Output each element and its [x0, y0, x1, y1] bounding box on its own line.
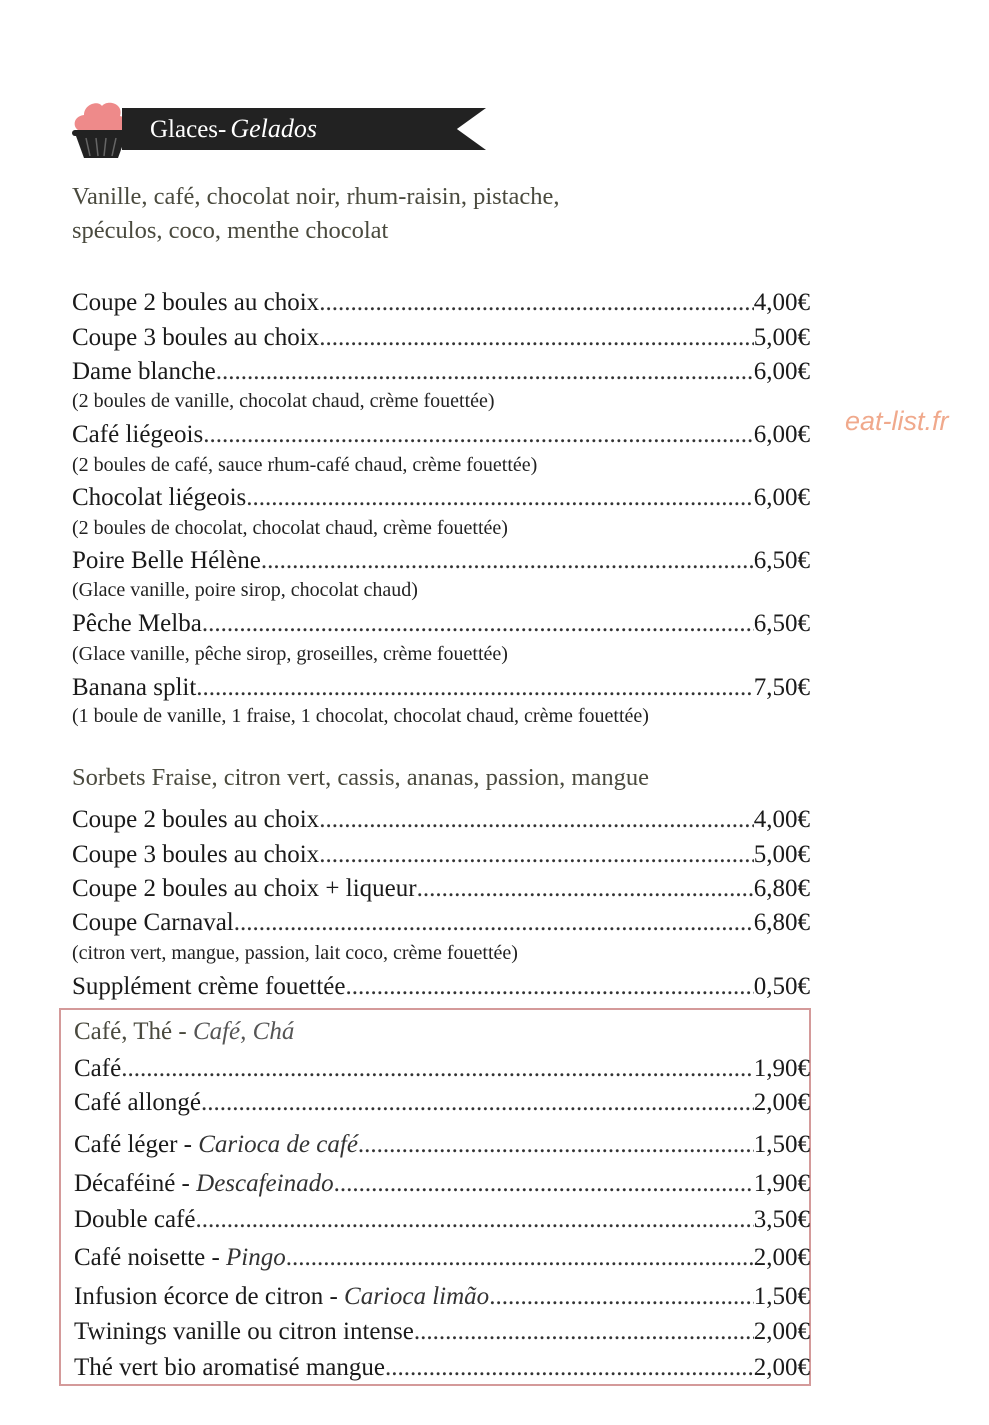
menu-item: Coupe 3 boules au choix ..... 5,00€ — [72, 839, 810, 871]
menu-item: Coupe 2 boules au choix ..... 4,00€ — [72, 804, 810, 836]
cafe-section-title: Café, Thé - Café, Chá — [74, 1018, 295, 1045]
menu-item: Coupe 3 boules au choix ..... 5,00€ — [72, 322, 810, 354]
menu-item: Café ..... 1,90€ — [74, 1053, 810, 1085]
item-description: (Glace vanille, pêche sirop, groseilles, crème fouettée) — [72, 643, 508, 665]
menu-item: Supplément crème fouettée ..... 0,50€ — [72, 971, 810, 1003]
watermark: eat-list.fr — [845, 406, 949, 436]
item-description: (1 boule de vanille, 1 fraise, 1 chocolat, chocolat chaud, crème fouettée) — [72, 705, 649, 727]
menu-item: Coupe 2 boules au choix + liqueur ..... 6,80€ — [72, 873, 810, 905]
section-header-glaces — [70, 96, 490, 160]
sorbets-heading: Sorbets Fraise, citron vert, cassis, ananas, passion, mangue — [72, 764, 649, 791]
flavours-list: Vanille, café, chocolat noir, rhum-raisin, pistache, spéculos, coco, menthe chocolat — [72, 183, 560, 244]
menu-item: Chocolat liégeois ..... 6,00€ — [72, 482, 810, 514]
menu-item: Café léger - Carioca de café ..... 1,50€ — [74, 1129, 810, 1161]
menu-item: Double café ..... 3,50€ — [74, 1204, 810, 1236]
item-description: (citron vert, mangue, passion, lait coco, crème fouettée) — [72, 942, 518, 964]
menu-item: Banana split ..... 7,50€ — [72, 672, 810, 704]
item-description: (Glace vanille, poire sirop, chocolat chaud) — [72, 579, 418, 601]
menu-item: Café noisette - Pingo ..... 2,00€ — [74, 1242, 810, 1274]
menu-item: Twinings vanille ou citron intense ..... 2,00€ — [74, 1316, 810, 1348]
menu-item: Coupe 2 boules au choix ..... 4,00€ — [72, 287, 810, 319]
menu-item: Infusion écorce de citron - Carioca limão ..... 1,50€ — [74, 1281, 810, 1313]
item-description: (2 boules de vanille, chocolat chaud, crème fouettée) — [72, 390, 495, 412]
menu-item: Café allongé ..... 2,00€ — [74, 1087, 810, 1119]
menu-item: Pêche Melba ..... 6,50€ — [72, 608, 810, 640]
menu-item: Café liégeois ..... 6,00€ — [72, 419, 810, 451]
menu-item: Dame blanche ..... 6,00€ — [72, 356, 810, 388]
item-description: (2 boules de café, sauce rhum-café chaud, crème fouettée) — [72, 454, 538, 476]
menu-item: Poire Belle Hélène ..... 6,50€ — [72, 545, 810, 577]
menu-item: Décaféiné - Descafeinado ..... 1,90€ — [74, 1168, 810, 1200]
item-description: (2 boules de chocolat, chocolat chaud, crème fouettée) — [72, 517, 508, 539]
menu-item: Thé vert bio aromatisé mangue ..... 2,00€ — [74, 1352, 810, 1384]
menu-item: Coupe Carnaval ..... 6,80€ — [72, 907, 810, 939]
section-title: Glaces- Gelados — [150, 114, 318, 143]
